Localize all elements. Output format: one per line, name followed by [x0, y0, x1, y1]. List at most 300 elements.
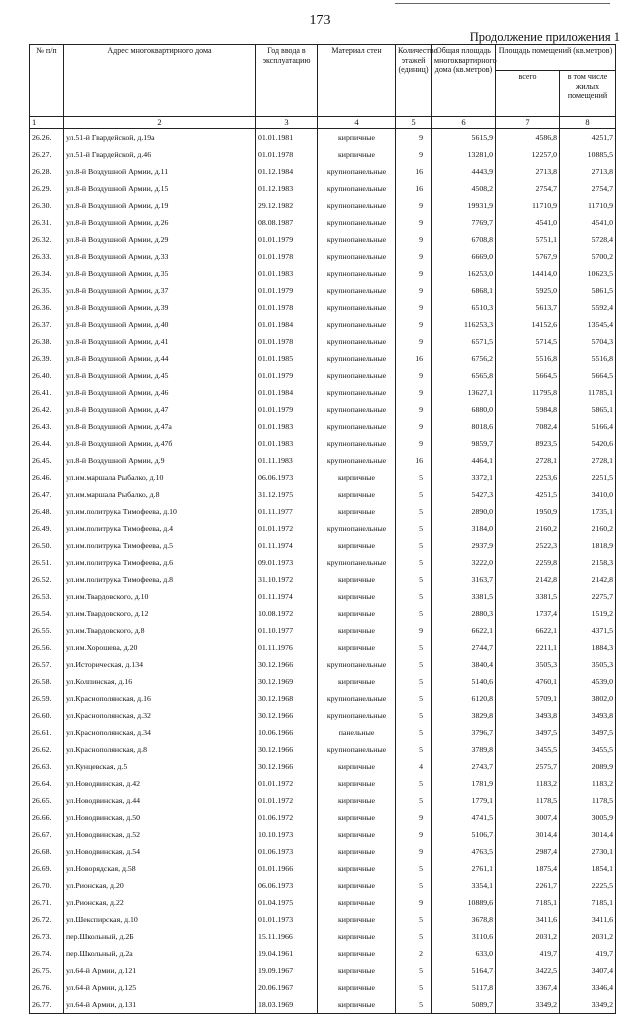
table-row: [30, 350, 616, 367]
table-row: [30, 622, 616, 639]
row-number: 26.42.: [30, 401, 64, 418]
total-area: 3678,8: [432, 911, 496, 928]
column-numbers-row: [30, 117, 616, 129]
column-number: 7: [496, 117, 560, 129]
total-area: 3354,1: [432, 877, 496, 894]
floor-count: 16: [396, 180, 432, 197]
premises-area-residential: 2730,1: [560, 843, 616, 860]
table-row: [30, 503, 616, 520]
floor-count: 5: [396, 792, 432, 809]
premises-area-residential: 1884,3: [560, 639, 616, 656]
premises-area-residential: 2089,9: [560, 758, 616, 775]
floor-count: 16: [396, 452, 432, 469]
building-address: ул.Краснополянская, д.16: [64, 690, 256, 707]
building-address: ул.им.Твардовского, д.10: [64, 588, 256, 605]
commissioning-date: 09.01.1973: [256, 554, 318, 571]
commissioning-date: 30.12.1966: [256, 656, 318, 673]
premises-area-residential: 419,7: [560, 945, 616, 962]
premises-area-total: 2160,2: [496, 520, 560, 537]
table-row: [30, 180, 616, 197]
wall-material: крупнопанельные: [318, 435, 396, 452]
building-address: ул.8-й Воздушной Армии, д.26: [64, 214, 256, 231]
table-row: [30, 605, 616, 622]
wall-material: кирпичные: [318, 979, 396, 996]
table-row: [30, 945, 616, 962]
premises-area-residential: 3455,5: [560, 741, 616, 758]
premises-area-total: 11795,8: [496, 384, 560, 401]
wall-material: крупнопанельные: [318, 265, 396, 282]
row-number: 26.63.: [30, 758, 64, 775]
wall-material: кирпичные: [318, 588, 396, 605]
floor-count: 9: [396, 299, 432, 316]
premises-area-residential: 2142,8: [560, 571, 616, 588]
premises-area-residential: 5865,1: [560, 401, 616, 418]
premises-area-total: 7185,1: [496, 894, 560, 911]
wall-material: кирпичные: [318, 894, 396, 911]
table-row: [30, 486, 616, 503]
wall-material: панельные: [318, 724, 396, 741]
wall-material: крупнопанельные: [318, 452, 396, 469]
building-address: ул.8-й Воздушной Армии, д.41: [64, 333, 256, 350]
premises-area-total: 3014,4: [496, 826, 560, 843]
row-number: 26.66.: [30, 809, 64, 826]
premises-area-total: 2987,4: [496, 843, 560, 860]
total-area: 6510,3: [432, 299, 496, 316]
building-address: ул.8-й Воздушной Армии, д.39: [64, 299, 256, 316]
total-area: 16253,0: [432, 265, 496, 282]
row-number: 26.68.: [30, 843, 64, 860]
premises-area-residential: 2251,5: [560, 469, 616, 486]
premises-area-total: 3349,2: [496, 996, 560, 1014]
row-number: 26.33.: [30, 248, 64, 265]
premises-area-total: 4586,8: [496, 129, 560, 147]
commissioning-date: 19.04.1961: [256, 945, 318, 962]
row-number: 26.28.: [30, 163, 64, 180]
row-number: 26.64.: [30, 775, 64, 792]
premises-area-residential: 2713,8: [560, 163, 616, 180]
commissioning-date: 01.01.1979: [256, 367, 318, 384]
column-number: 2: [64, 117, 256, 129]
total-area: 116253,3: [432, 316, 496, 333]
table-row: [30, 979, 616, 996]
floor-count: 5: [396, 928, 432, 945]
building-address: ул.8-й Воздушной Армии, д.44: [64, 350, 256, 367]
total-area: 6571,5: [432, 333, 496, 350]
row-number: 26.75.: [30, 962, 64, 979]
row-number: 26.55.: [30, 622, 64, 639]
row-number: 26.26.: [30, 129, 64, 147]
row-number: 26.47.: [30, 486, 64, 503]
row-number: 26.45.: [30, 452, 64, 469]
wall-material: кирпичные: [318, 809, 396, 826]
table-row: [30, 673, 616, 690]
premises-area-residential: 5728,4: [560, 231, 616, 248]
premises-area-residential: 3005,9: [560, 809, 616, 826]
wall-material: кирпичные: [318, 792, 396, 809]
commissioning-date: 31.10.1972: [256, 571, 318, 588]
row-number: 26.41.: [30, 384, 64, 401]
wall-material: крупнопанельные: [318, 180, 396, 197]
premises-area-total: 2211,1: [496, 639, 560, 656]
total-area: 5140,6: [432, 673, 496, 690]
premises-area-residential: 10623,5: [560, 265, 616, 282]
premises-area-total: 7082,4: [496, 418, 560, 435]
premises-area-residential: 3407,4: [560, 962, 616, 979]
table-row: [30, 520, 616, 537]
column-number: 3: [256, 117, 318, 129]
building-address: ул.8-й Воздушной Армии, д.46: [64, 384, 256, 401]
table-row: [30, 418, 616, 435]
premises-area-residential: 5700,2: [560, 248, 616, 265]
premises-area-residential: 3493,8: [560, 707, 616, 724]
building-address: ул.8-й Воздушной Армии, д.9: [64, 452, 256, 469]
wall-material: кирпичные: [318, 928, 396, 945]
table-row: [30, 690, 616, 707]
premises-area-total: 3497,5: [496, 724, 560, 741]
premises-area-total: 2713,8: [496, 163, 560, 180]
table-row: [30, 571, 616, 588]
commissioning-date: 01.11.1974: [256, 588, 318, 605]
floor-count: 5: [396, 690, 432, 707]
commissioning-date: 10.10.1973: [256, 826, 318, 843]
row-number: 26.65.: [30, 792, 64, 809]
wall-material: крупнопанельные: [318, 656, 396, 673]
floor-count: 5: [396, 962, 432, 979]
premises-area-total: 1875,4: [496, 860, 560, 877]
floor-count: 5: [396, 741, 432, 758]
building-address: пер.Школьный, д.2Б: [64, 928, 256, 945]
wall-material: крупнопанельные: [318, 520, 396, 537]
floor-count: 9: [396, 146, 432, 163]
total-area: 6669,0: [432, 248, 496, 265]
floor-count: 9: [396, 401, 432, 418]
floor-count: 9: [396, 384, 432, 401]
premises-area-total: 2031,2: [496, 928, 560, 945]
row-number: 26.32.: [30, 231, 64, 248]
floor-count: 5: [396, 571, 432, 588]
commissioning-date: 06.06.1973: [256, 877, 318, 894]
row-number: 26.43.: [30, 418, 64, 435]
floor-count: 5: [396, 469, 432, 486]
premises-area-total: 2259,8: [496, 554, 560, 571]
commissioning-date: 01.01.1984: [256, 384, 318, 401]
building-address: ул.8-й Воздушной Армии, д.37: [64, 282, 256, 299]
row-number: 26.44.: [30, 435, 64, 452]
table-row: [30, 265, 616, 282]
building-address: ул.Новодвинская, д.54: [64, 843, 256, 860]
row-number: 26.46.: [30, 469, 64, 486]
row-number: 26.51.: [30, 554, 64, 571]
premises-area-total: 2754,7: [496, 180, 560, 197]
header-year: Год ввода в эксплуатацию: [256, 45, 318, 117]
row-number: 26.29.: [30, 180, 64, 197]
total-area: 6708,8: [432, 231, 496, 248]
row-number: 26.40.: [30, 367, 64, 384]
floor-count: 2: [396, 945, 432, 962]
building-address: ул.8-й Воздушной Армии, д.29: [64, 231, 256, 248]
row-number: 26.48.: [30, 503, 64, 520]
table-row: [30, 724, 616, 741]
table-row: [30, 809, 616, 826]
table-row: [30, 741, 616, 758]
premises-area-residential: 5592,4: [560, 299, 616, 316]
wall-material: кирпичные: [318, 146, 396, 163]
building-address: ул.им.политрука Тимофеева, д.5: [64, 537, 256, 554]
wall-material: крупнопанельные: [318, 418, 396, 435]
row-number: 26.59.: [30, 690, 64, 707]
building-address: ул.Новодвинская, д.42: [64, 775, 256, 792]
premises-area-total: 6622,1: [496, 622, 560, 639]
total-area: 5117,8: [432, 979, 496, 996]
building-address: ул.Новодвинская, д.44: [64, 792, 256, 809]
total-area: 13627,1: [432, 384, 496, 401]
wall-material: кирпичные: [318, 996, 396, 1014]
floor-count: 5: [396, 537, 432, 554]
total-area: 2761,1: [432, 860, 496, 877]
premises-area-total: 5925,0: [496, 282, 560, 299]
floor-count: 5: [396, 911, 432, 928]
premises-area-total: 2575,7: [496, 758, 560, 775]
table-row: [30, 401, 616, 418]
commissioning-date: 01.01.1973: [256, 911, 318, 928]
premises-area-total: 2253,6: [496, 469, 560, 486]
commissioning-date: 01.11.1974: [256, 537, 318, 554]
premises-area-residential: 3410,0: [560, 486, 616, 503]
total-area: 3840,4: [432, 656, 496, 673]
total-area: 4443,9: [432, 163, 496, 180]
premises-area-total: 3381,5: [496, 588, 560, 605]
total-area: 6622,1: [432, 622, 496, 639]
building-address: ул.8-й Воздушной Армии, д.45: [64, 367, 256, 384]
table-row: [30, 367, 616, 384]
wall-material: крупнопанельные: [318, 163, 396, 180]
floor-count: 9: [396, 826, 432, 843]
wall-material: крупнопанельные: [318, 316, 396, 333]
floor-count: 4: [396, 758, 432, 775]
premises-area-residential: 3014,4: [560, 826, 616, 843]
row-number: 26.49.: [30, 520, 64, 537]
premises-area-residential: 2158,3: [560, 554, 616, 571]
floor-count: 9: [396, 129, 432, 147]
row-number: 26.70.: [30, 877, 64, 894]
premises-area-total: 1737,4: [496, 605, 560, 622]
total-area: 3796,7: [432, 724, 496, 741]
wall-material: кирпичные: [318, 469, 396, 486]
floor-count: 5: [396, 724, 432, 741]
total-area: 6756,2: [432, 350, 496, 367]
floor-count: 9: [396, 622, 432, 639]
floor-count: 9: [396, 894, 432, 911]
row-number: 26.52.: [30, 571, 64, 588]
floor-count: 9: [396, 333, 432, 350]
floor-count: 5: [396, 503, 432, 520]
commissioning-date: 01.01.1978: [256, 299, 318, 316]
building-address: ул.Новодвинская, д.50: [64, 809, 256, 826]
premises-area-total: 5751,1: [496, 231, 560, 248]
table-row: [30, 826, 616, 843]
premises-area-residential: 2728,1: [560, 452, 616, 469]
total-area: 4464,1: [432, 452, 496, 469]
table-row: [30, 197, 616, 214]
building-address: ул.8-й Воздушной Армии, д.47а: [64, 418, 256, 435]
premises-area-total: 14414,0: [496, 265, 560, 282]
commissioning-date: 01.01.1985: [256, 350, 318, 367]
total-area: 2743,7: [432, 758, 496, 775]
commissioning-date: 01.01.1966: [256, 860, 318, 877]
commissioning-date: 01.01.1983: [256, 435, 318, 452]
wall-material: крупнопанельные: [318, 231, 396, 248]
premises-area-total: 5767,9: [496, 248, 560, 265]
premises-area-total: 4251,5: [496, 486, 560, 503]
premises-area-total: 5516,8: [496, 350, 560, 367]
floor-count: 9: [396, 248, 432, 265]
table-row: [30, 758, 616, 775]
total-area: 633,0: [432, 945, 496, 962]
premises-area-residential: 3349,2: [560, 996, 616, 1014]
premises-area-total: 3493,8: [496, 707, 560, 724]
row-number: 26.36.: [30, 299, 64, 316]
wall-material: кирпичные: [318, 843, 396, 860]
premises-area-total: 5613,7: [496, 299, 560, 316]
premises-area-residential: 13545,4: [560, 316, 616, 333]
premises-area-residential: 5861,5: [560, 282, 616, 299]
commissioning-date: 01.01.1978: [256, 248, 318, 265]
column-number: 4: [318, 117, 396, 129]
commissioning-date: 01.06.1973: [256, 843, 318, 860]
table-row: [30, 299, 616, 316]
building-address: ул.8-й Воздушной Армии, д.11: [64, 163, 256, 180]
building-address: ул.им.Хорошева, д.20: [64, 639, 256, 656]
floor-count: 5: [396, 656, 432, 673]
table-body: [30, 129, 616, 1014]
table-row: [30, 452, 616, 469]
total-area: 3163,7: [432, 571, 496, 588]
floor-count: 9: [396, 265, 432, 282]
table-row: [30, 860, 616, 877]
building-address: пер.Школьный, д.2а: [64, 945, 256, 962]
premises-area-residential: 2275,7: [560, 588, 616, 605]
total-area: 6880,0: [432, 401, 496, 418]
floor-count: 5: [396, 979, 432, 996]
total-area: 4763,5: [432, 843, 496, 860]
premises-area-total: 5664,5: [496, 367, 560, 384]
premises-area-residential: 3411,6: [560, 911, 616, 928]
premises-area-total: 11710,9: [496, 197, 560, 214]
row-number: 26.38.: [30, 333, 64, 350]
wall-material: крупнопанельные: [318, 214, 396, 231]
premises-area-residential: 11710,9: [560, 197, 616, 214]
table-row: [30, 129, 616, 147]
commissioning-date: 01.01.1979: [256, 401, 318, 418]
table-row: [30, 928, 616, 945]
table-row: [30, 843, 616, 860]
wall-material: кирпичные: [318, 639, 396, 656]
premises-area-residential: 1183,2: [560, 775, 616, 792]
table-row: [30, 792, 616, 809]
commissioning-date: 01.01.1978: [256, 146, 318, 163]
total-area: 10889,6: [432, 894, 496, 911]
commissioning-date: 10.08.1972: [256, 605, 318, 622]
building-address: ул.8-й Воздушной Армии, д.35: [64, 265, 256, 282]
floor-count: 5: [396, 877, 432, 894]
total-area: 6565,8: [432, 367, 496, 384]
building-address: ул.Рионская, д.22: [64, 894, 256, 911]
building-address: ул.Новорядская, д.58: [64, 860, 256, 877]
wall-material: крупнопанельные: [318, 299, 396, 316]
table-row: [30, 656, 616, 673]
wall-material: крупнопанельные: [318, 367, 396, 384]
building-address: ул.8-й Воздушной Армии, д.33: [64, 248, 256, 265]
table-row: [30, 333, 616, 350]
premises-area-residential: 4541,0: [560, 214, 616, 231]
building-address: ул.64-й Армии, д.131: [64, 996, 256, 1014]
premises-area-total: 2142,8: [496, 571, 560, 588]
building-address: ул.51-й Гвардейской, д.19а: [64, 129, 256, 147]
commissioning-date: 01.01.1972: [256, 520, 318, 537]
commissioning-date: 01.01.1972: [256, 792, 318, 809]
floor-count: 9: [396, 418, 432, 435]
building-address: ул.Кунцевская, д.5: [64, 758, 256, 775]
total-area: 2890,0: [432, 503, 496, 520]
premises-area-residential: 5516,8: [560, 350, 616, 367]
column-number: 6: [432, 117, 496, 129]
table-row: [30, 639, 616, 656]
row-number: 26.72.: [30, 911, 64, 928]
premises-area-residential: 2160,2: [560, 520, 616, 537]
building-address: ул.им.Твардовского, д.8: [64, 622, 256, 639]
table-row: [30, 146, 616, 163]
page-number: 173: [309, 13, 331, 28]
commissioning-date: 01.01.1981: [256, 129, 318, 147]
wall-material: кирпичные: [318, 826, 396, 843]
premises-area-total: 3505,3: [496, 656, 560, 673]
floor-count: 5: [396, 860, 432, 877]
commissioning-date: 20.06.1967: [256, 979, 318, 996]
premises-area-residential: 3346,4: [560, 979, 616, 996]
total-area: 2880,3: [432, 605, 496, 622]
header-premises-total: всего: [496, 71, 560, 117]
total-area: 3184,0: [432, 520, 496, 537]
table-row: [30, 384, 616, 401]
column-number: 8: [560, 117, 616, 129]
building-address: ул.Историческая, д.134: [64, 656, 256, 673]
total-area: 3789,8: [432, 741, 496, 758]
header-no: № п/п: [30, 45, 64, 117]
wall-material: кирпичные: [318, 503, 396, 520]
commissioning-date: 31.12.1975: [256, 486, 318, 503]
row-number: 26.58.: [30, 673, 64, 690]
wall-material: крупнопанельные: [318, 282, 396, 299]
commissioning-date: 30.12.1966: [256, 741, 318, 758]
table-row: [30, 911, 616, 928]
building-address: ул.51-й Гвардейской, д.46: [64, 146, 256, 163]
premises-area-residential: 5166,4: [560, 418, 616, 435]
floor-count: 9: [396, 809, 432, 826]
floor-count: 9: [396, 367, 432, 384]
wall-material: кирпичные: [318, 945, 396, 962]
building-address: ул.им.политрука Тимофеева, д.6: [64, 554, 256, 571]
commissioning-date: 30.12.1969: [256, 673, 318, 690]
table-row: [30, 282, 616, 299]
building-address: ул.им.политрука Тимофеева, д.10: [64, 503, 256, 520]
premises-area-residential: 10885,5: [560, 146, 616, 163]
row-number: 26.57.: [30, 656, 64, 673]
row-number: 26.53.: [30, 588, 64, 605]
premises-area-residential: 5704,3: [560, 333, 616, 350]
building-address: ул.8-й Воздушной Армии, д.47: [64, 401, 256, 418]
table-row: [30, 248, 616, 265]
floor-count: 5: [396, 554, 432, 571]
